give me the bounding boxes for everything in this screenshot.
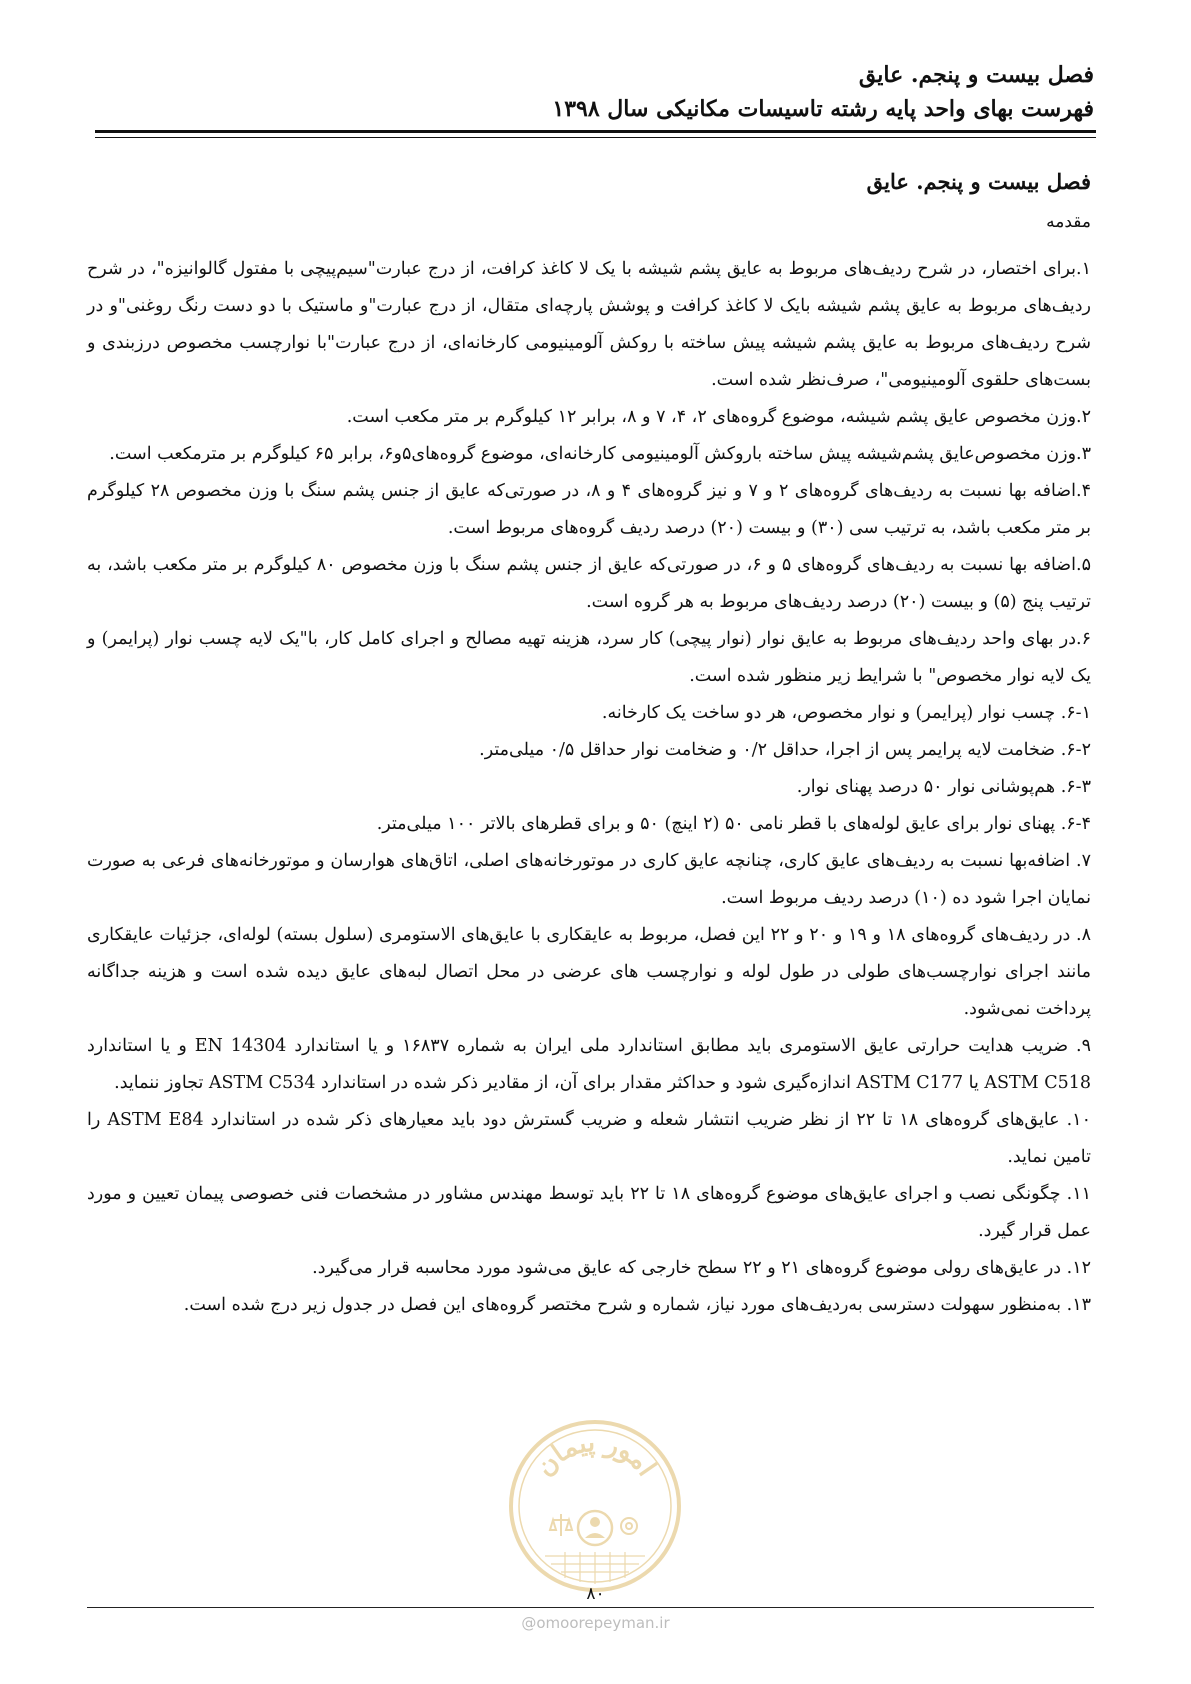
paragraph-1: ۱.برای اختصار، در شرح ردیف‌های مربوط به عایق پشم شیشه با یک لا کاغذ کرافت، از درج عبارت"سیم‌پیچی با مفتول گالوانیزه"، در شرح ردیف‌های مربوط به عایق پشم شیشه بایک لا کاغذ کرافت و پوشش پارچه‌ای متقال، از درج عبارت"و ماستیک با دو دست رنگ روغنی"و در شرح ردیف‌های مربوط به عایق پشم شیشه پیش ساخته با روکش آلومینیومی کارخانه‌ای، از درج عبارت"با نوارچسب مخصوص درزبندی و بست‌های حلقوی آلومینیومی"، صرف‌نظر شده است. bbox=[87, 259, 1091, 390]
paragraph-5: ۵.اضافه بها نسبت به ردیف‌های گروه‌های ۵ و ۶، در صورتی‌که عایق از جنس پشم سنگ با وزن مخصوص ۸۰ کیلوگرم بر متر مکعب باشد، به ترتیب پنج (۵) و بیست (۲۰) درصد ردیف‌های مربوط به هر گروه است. bbox=[87, 555, 1091, 612]
paragraph-6-3: ۶-۳. هم‌پوشانی نوار ۵۰ درصد پهنای نوار. bbox=[796, 777, 1091, 797]
svg-text:امور پیمان: امور پیمان bbox=[529, 1427, 662, 1482]
paragraph-3: ۳.وزن مخصوص‌عایق پشم‌شیشه پیش ساخته باروکش آلومینیومی کارخانه‌ای، موضوع گروه‌های۵و۶، برابر ۶۵ کیلوگرم بر مترمکعب است. bbox=[109, 444, 1091, 464]
paragraph-13: ۱۳. به‌منظور سهولت دسترسی به‌ردیف‌های مورد نیاز، شماره و شرح مختصر گروه‌های این فصل در جدول زیر درج شده است. bbox=[183, 1295, 1091, 1315]
paragraph-2: ۲.وزن مخصوص عایق پشم شیشه، موضوع گروه‌های ۲، ۴، ۷ و ۸، برابر ۱۲ کیلوگرم بر متر مکعب است. bbox=[346, 407, 1091, 427]
paragraph-7: ۷. اضافه‌بها نسبت به ردیف‌های عایق کاری، چنانچه عایق کاری در موتورخانه‌های اصلی، اتاق‌های هوارسان و موتورخانه‌های فرعی به صورت نمایان اجرا شود ده (۱۰) درصد ردیف مربوط است. bbox=[87, 851, 1091, 908]
paragraph-6-4: ۶-۴. پهنای نوار برای عایق لوله‌های با قطر نامی ۵۰ (۲ اینچ) ۵۰ و برای قطرهای بالاتر ۱۰۰ میلی‌متر. bbox=[376, 814, 1091, 834]
paragraph-6-1: ۶-۱. چسب نوار (پرایمر) و نوار مخصوص، هر دو ساخت یک کارخانه. bbox=[601, 703, 1091, 723]
paragraph-4: ۴.اضافه بها نسبت به ردیف‌های گروه‌های ۲ و ۷ و نیز گروه‌های ۴ و ۸، در صورتی‌که عایق از جنس پشم سنگ با وزن مخصوص ۲۸ کیلوگرم بر متر مکعب باشد، به ترتیب سی (۳۰) و بیست (۲۰) درصد ردیف گروه‌های مربوط است. bbox=[87, 481, 1091, 538]
footer-rule bbox=[87, 1607, 1094, 1608]
paragraph-6: ۶.در بهای واحد ردیف‌های مربوط به عایق نوار (نوار پیچی) کار سرد، هزینه تهیه مصالح و اجرای کامل کار، با"یک لایه چسب نوار (پرایمر) و یک لایه نوار مخصوص" با شرایط زیر منظور شده است. bbox=[87, 629, 1091, 686]
paragraph-9: ۹. ضریب هدایت حرارتی عایق الاستومری باید مطابق استاندارد ملی ایران به شماره ۱۶۸۳۷ و یا استاندارد EN 14304 و یا استاندارد ASTM C518 یا ASTM C177 اندازه‌گیری شود و حداکثر مقدار برای آن، از مقادیر ذکر شده در استاندارد ASTM C534 تجاوز ننماید. bbox=[87, 1036, 1091, 1093]
paragraph-8: ۸. در ردیف‌های گروه‌های ۱۸ و ۱۹ و ۲۰ و ۲۲ این فصل، مربوط به عایقکاری با عایق‌های الاستومری (سلول بسته) لوله‌ای، جزئیات عایقکاری مانند اجرای نوارچسب‌های طولی در طول لوله و نوارچسب های عرضی در محل اتصال لبه‌های عایق دیده شده است و هزینه جداگانه پرداخت نمی‌شود. bbox=[87, 925, 1092, 1019]
page-header bbox=[97, 58, 1094, 126]
paragraph-6-2: ۶-۲. ضخامت لایه پرایمر پس از اجرا، حداقل ۰/۲ و ضخامت نوار حداقل ۰/۵ میلی‌متر. bbox=[479, 740, 1091, 760]
header-rule-thick bbox=[95, 130, 1096, 133]
paragraph-12: ۱۲. در عایق‌های رولی موضوع گروه‌های ۲۱ و ۲۲ سطح خارجی که عایق می‌شود مورد محاسبه قرار می‌گیرد. bbox=[312, 1258, 1091, 1278]
main-content bbox=[87, 165, 1091, 1324]
page-number: ۸۰ bbox=[586, 1584, 605, 1604]
watermark-stamp-logo bbox=[505, 1416, 685, 1596]
header-chapter-title: فصل بیست و پنجم. عایق bbox=[858, 62, 1094, 88]
intro-label: مقدمه bbox=[1046, 212, 1091, 232]
paragraph-10: ۱۰. عایق‌های گروه‌های ۱۸ تا ۲۲ از نظر ضریب انتشار شعله و ضریب گسترش دود باید معیارهای ذکر شده در استاندارد ASTM E84 را تامین نماید. bbox=[87, 1110, 1091, 1167]
footer-website: @omoorepeyman.ir bbox=[521, 1614, 670, 1632]
stamp-seal-icon bbox=[505, 1416, 685, 1596]
header-subtitle: فهرست بهای واحد پایه رشته تاسیسات مکانیکی سال ۱۳۹۸ bbox=[552, 96, 1094, 122]
header-rule-thin bbox=[95, 137, 1096, 138]
section-title: فصل بیست و پنجم. عایق bbox=[866, 169, 1091, 194]
paragraph-11: ۱۱. چگونگی نصب و اجرای عایق‌های موضوع گروه‌های ۱۸ تا ۲۲ باید توسط مهندس مشاور در مشخصات فنی خصوصی پیمان تعیین و مورد عمل قرار گیرد. bbox=[87, 1184, 1092, 1241]
